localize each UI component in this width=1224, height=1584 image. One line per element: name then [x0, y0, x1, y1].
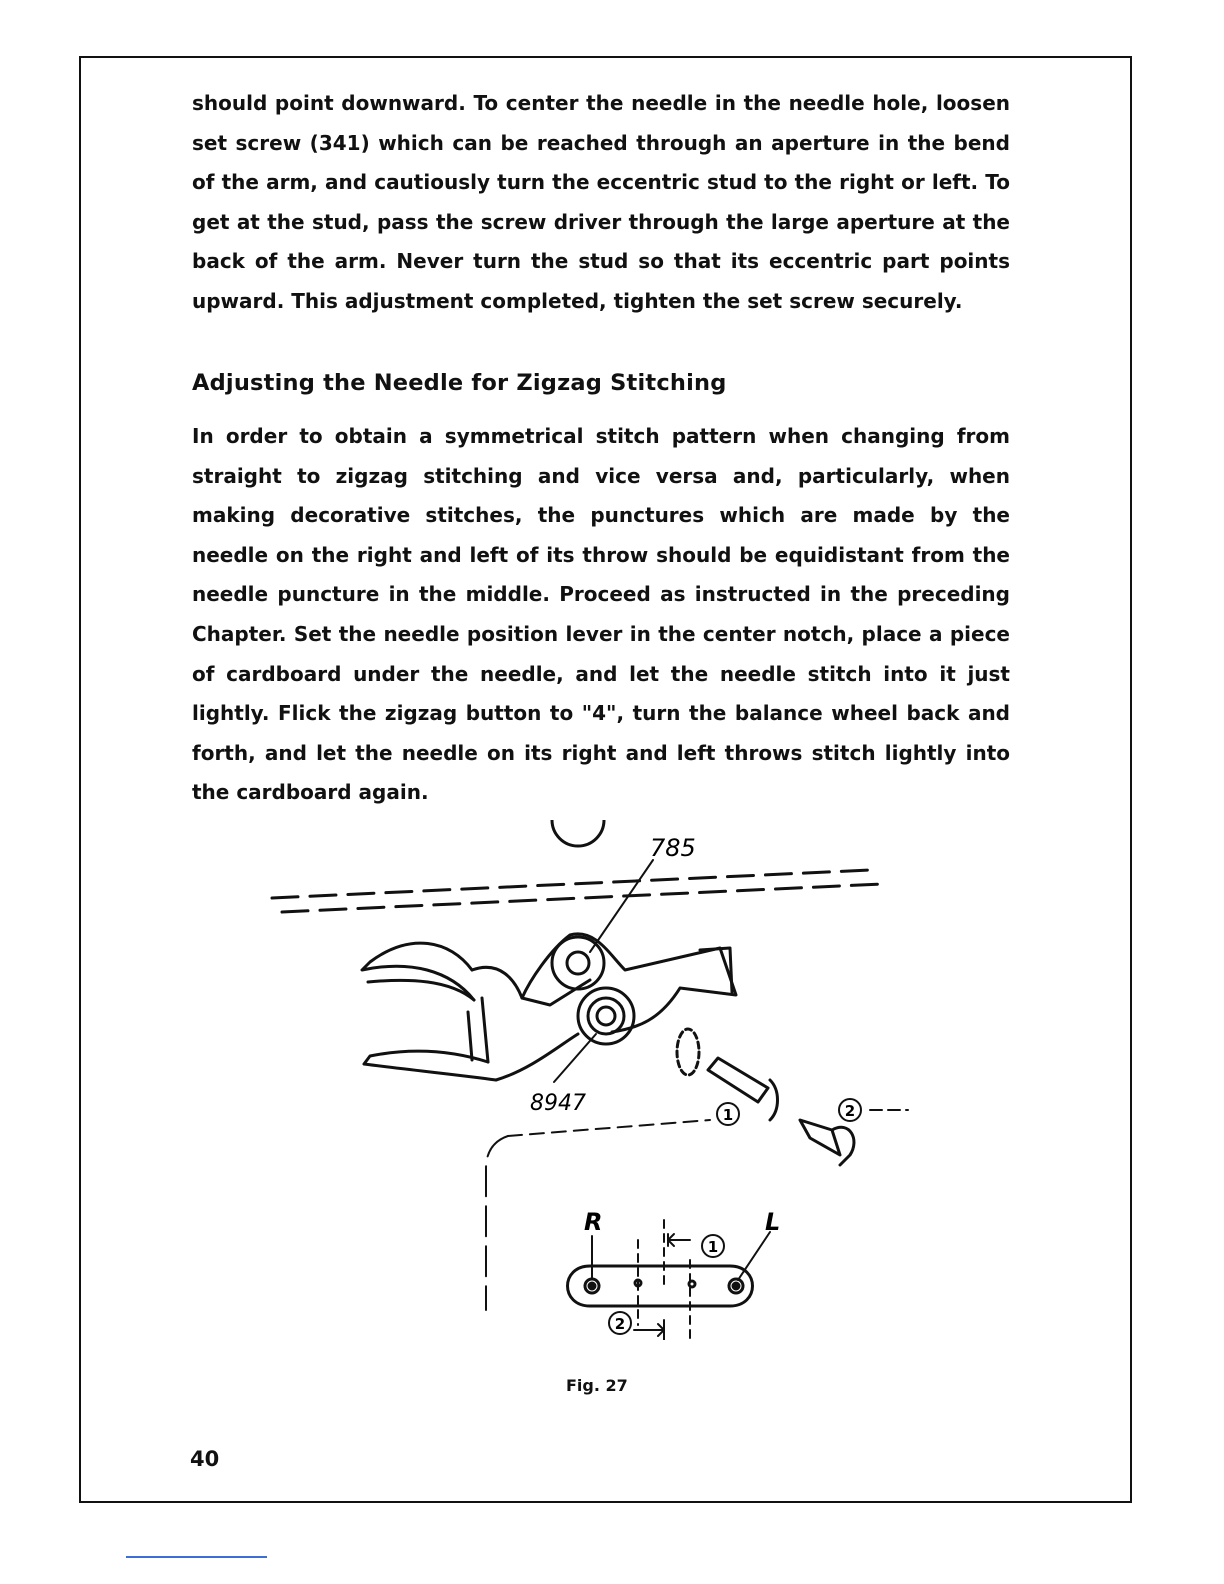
- aperture-cap: [677, 1029, 699, 1075]
- eccentric-stud: [552, 937, 604, 989]
- arm-outline-dashed: [282, 884, 882, 912]
- arm-outline-dashed: [272, 870, 870, 898]
- label-right: R: [584, 1208, 603, 1236]
- page-number: 40: [190, 1447, 220, 1471]
- eccentric-stud: [552, 820, 604, 846]
- set-screw-8947: [578, 988, 634, 1044]
- marker-1: 1: [707, 1238, 719, 1256]
- figure-27-illustration: [260, 820, 920, 1340]
- marker-2: 2: [614, 1315, 626, 1333]
- label-left: L: [765, 1208, 781, 1236]
- paragraph-zigzag-adjustment: In order to obtain a symmetrical stitch pattern when changing from straight to zigzag stitching and vice versa and, particularly, when making decorative stitches, the punctures which are made by the needle on the right and left of its throw should be equidistant from the needle puncture in the middle. Proceed as instructed in the preceding Chapter. Set the needle position lever in the center notch, place a piece of cardboard under the needle, and let the needle stitch into it just lightly. Flick the zigzag button to "4", turn the balance wheel back and forth, and let the needle on its right and left throws stitch lightly into the cardboard again.: [192, 424, 1010, 805]
- paragraph-needle-centering: should point downward. To center the needle in the needle hole, loosen set screw (341) which can be reached through an aperture in the bend of the arm, and cautiously turn the eccentric stud to the right or left. To get at the stud, pass the screw driver through the large aperture at the back of the arm. Never turn the stud so that its eccentric part points upward. This adjustment completed, tighten the set screw securely.: [192, 91, 1010, 313]
- mechanism-drawing: [260, 820, 920, 1340]
- part-label-8947: 8947: [530, 1091, 586, 1116]
- marker-2: 2: [844, 1102, 856, 1120]
- marker-1: 1: [722, 1106, 734, 1124]
- rotation-arrow: [770, 1080, 778, 1120]
- figure-caption: Fig. 27: [566, 1376, 628, 1395]
- footer-rule: [126, 1556, 267, 1558]
- section-heading: Adjusting the Needle for Zigzag Stitching: [192, 370, 727, 396]
- screw-driver: [708, 1058, 768, 1102]
- part-label-785: 785: [650, 834, 696, 862]
